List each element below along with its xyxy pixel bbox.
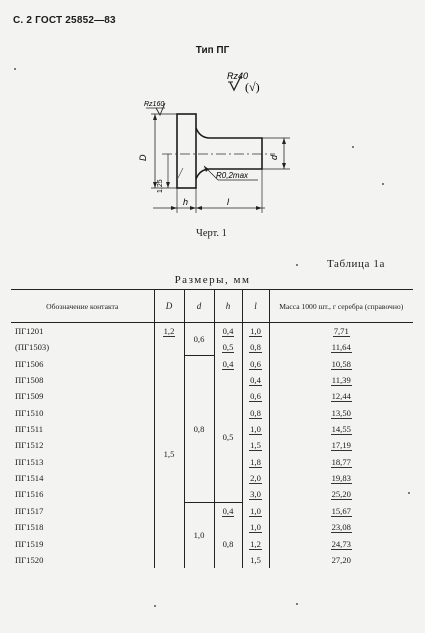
cell-mass (269, 372, 413, 388)
cell-l (242, 453, 269, 469)
roughness-small-label: Rz160 (144, 101, 165, 108)
cell-l (242, 535, 269, 551)
cell-name: ПГ1511 (15, 423, 44, 434)
roughness-main-label: Rz40 (227, 71, 249, 81)
cell-l-value: 3,0 (250, 489, 261, 500)
cell-h (214, 356, 242, 372)
cell-h (214, 502, 242, 519)
cell-mass (269, 323, 413, 340)
cell-mass (269, 486, 413, 502)
cell-mass (269, 388, 413, 404)
cell-l-value: 1,0 (250, 326, 261, 337)
cell-l (242, 421, 269, 437)
cell-mass-value: 12,44 (331, 391, 351, 402)
cell-h-value: 0,4 (222, 505, 234, 516)
cell-name: ПГ1514 (15, 472, 44, 483)
col-header-l: l (242, 290, 269, 323)
cell-mass-value: 14,55 (331, 423, 351, 434)
table-row (11, 356, 413, 372)
cell-h-value: 0,5 (222, 342, 234, 353)
cell-l (242, 388, 269, 404)
table-row (11, 323, 413, 340)
cell-l (242, 323, 269, 340)
cell-l-value: 1,2 (250, 538, 261, 549)
cell-name: ПГ1201 (15, 326, 44, 337)
table-row (11, 502, 413, 519)
cell-l (242, 437, 269, 453)
cell-l (242, 470, 269, 486)
cell-mass-value: 25,20 (331, 489, 351, 500)
dim-125-label: 1,25 (157, 179, 164, 193)
type-title: Тип ПГ (195, 45, 230, 56)
cell-mass (269, 535, 413, 551)
cell-l: 1,5 (242, 552, 269, 568)
cell-D-merged: 1,5 (154, 339, 184, 568)
cell-mass-value: 11,64 (331, 342, 351, 353)
scan-speck (352, 146, 354, 148)
cell-mass (269, 404, 413, 420)
cell-d: 0,6 (184, 323, 214, 356)
dimensions-table (11, 289, 413, 568)
cell-mass-value: 7,71 (333, 326, 349, 337)
cell-mass (269, 453, 413, 469)
cell-mass: 27,20 (269, 552, 413, 568)
cell-l (242, 356, 269, 372)
table-label: Таблица 1а (327, 258, 385, 270)
table-caption: Размеры, мм (174, 274, 251, 286)
dim-h-label: h (183, 197, 189, 207)
cell-h (214, 339, 242, 355)
figure-caption: Черт. 1 (196, 228, 227, 239)
scan-speck (296, 264, 298, 266)
cell-h-value: 0,4 (222, 326, 234, 337)
cell-mass (269, 356, 413, 372)
cell-mass-value: 17,19 (331, 440, 351, 451)
scan-speck (382, 183, 384, 185)
cell-D-value: 1,2 (163, 326, 175, 337)
cell-mass (269, 421, 413, 437)
cell-name: ПГ1519 (15, 538, 44, 549)
col-header-d: d (184, 290, 214, 323)
cell-h-value: 0,4 (222, 358, 234, 369)
cell-mass (269, 502, 413, 519)
cell-l (242, 404, 269, 420)
cell-l-value: 1,0 (250, 505, 261, 516)
cell-D (154, 323, 184, 340)
cell-l (242, 339, 269, 355)
cell-mass (269, 519, 413, 535)
table-header-row (11, 290, 413, 323)
cell-mass-value: 13,50 (331, 407, 351, 418)
cell-h-merged: 0,8 (214, 519, 242, 568)
col-header-mass: Масса 1000 шт., г серебра (справочно) (269, 290, 413, 323)
cell-name: ПГ1506 (15, 358, 44, 369)
cell-l-value: 0,4 (250, 375, 261, 386)
contact-head (177, 114, 196, 188)
cell-l-value: 1,8 (250, 456, 261, 467)
cell-l-value: 0,6 (250, 391, 261, 402)
page-header: С. 2 ГОСТ 25852—83 (13, 15, 116, 26)
scan-speck (14, 68, 16, 70)
cell-l (242, 519, 269, 535)
cell-name: ПГ1518 (15, 522, 44, 533)
dim-l-label: l (227, 197, 229, 207)
cell-name: ПГ1512 (15, 440, 44, 451)
cell-mass (269, 339, 413, 355)
technical-drawing (120, 68, 310, 218)
cell-l (242, 486, 269, 502)
radius-label: R0,2max (216, 171, 249, 180)
cell-d-merged: 0,8 (184, 356, 214, 503)
cell-name: ПГ1517 (15, 505, 44, 516)
cell-mass-value: 15,67 (331, 505, 351, 516)
cell-l (242, 372, 269, 388)
dim-d-label: d (269, 154, 279, 160)
col-header-h: h (214, 290, 242, 323)
cell-mass-value: 18,77 (331, 456, 351, 467)
cell-d-merged: 1,0 (184, 502, 214, 568)
cell-l-value: 1,0 (250, 522, 261, 533)
cell-mass-value: 10,58 (331, 358, 351, 369)
dim-D-label: D (138, 154, 148, 161)
scan-speck (296, 603, 298, 605)
cell-name: ПГ1510 (15, 407, 44, 418)
cell-l-value: 0,6 (250, 358, 261, 369)
cell-l-value: 2,0 (250, 472, 261, 483)
scan-speck (154, 605, 156, 607)
cell-l-value: 0,8 (250, 407, 261, 418)
roughness-suffix-label: (√) (245, 80, 260, 94)
cell-l-value: 1,0 (250, 423, 261, 434)
cell-name: ПГ1516 (15, 489, 44, 500)
col-header-designation: Обозначение контакта (11, 290, 154, 323)
cell-name: (ПГ1503) (15, 342, 50, 353)
dim-125-arrow (166, 182, 170, 188)
cell-l (242, 502, 269, 519)
cell-name: ПГ1509 (15, 391, 44, 402)
cell-name: ПГ1508 (15, 375, 44, 386)
head-hatch (178, 168, 183, 178)
cell-l-value: 0,8 (250, 342, 261, 353)
col-header-D: D (154, 290, 184, 323)
cell-h (214, 323, 242, 340)
cell-l-value: 1,5 (250, 440, 261, 451)
cell-h-merged: 0,5 (214, 372, 242, 502)
cell-name: ПГ1520 (15, 554, 44, 565)
cell-mass (269, 437, 413, 453)
cell-mass-value: 19,83 (331, 472, 351, 483)
cell-mass-value: 23,08 (331, 522, 351, 533)
cell-mass-value: 11,39 (331, 375, 351, 386)
cell-mass-value: 24,73 (331, 538, 351, 549)
cell-name: ПГ1513 (15, 456, 44, 467)
cell-mass (269, 470, 413, 486)
